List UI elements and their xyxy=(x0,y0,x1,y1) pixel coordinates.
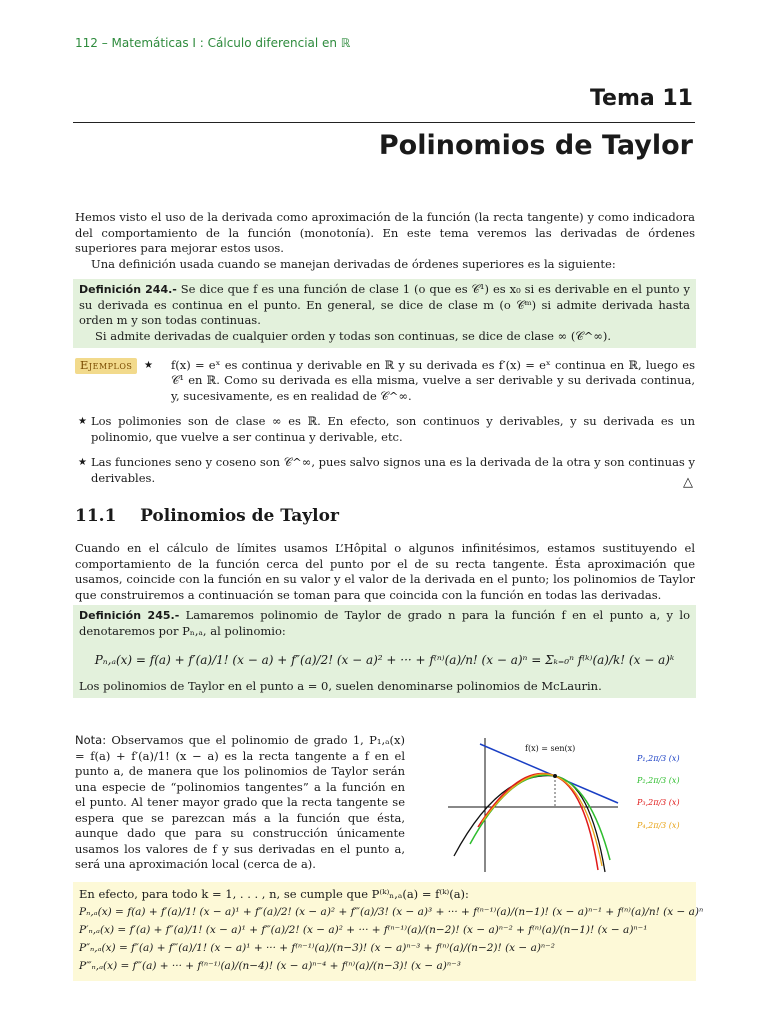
note-paragraph xyxy=(75,733,405,873)
intro-paragraph-2: Una definición usada cuando se manejan derivadas de órdenes superiores es la siguiente: xyxy=(91,256,616,271)
equation-line: Pₙ,ₐ(x) = f(a) + f′(a)/1! (x − a)¹ + f″(a)/2! (x − a)² + f‴(a)/3! (x − a)³ + ··· + f⁽ⁿ⁻¹⁾(a)/(n−1)! (x − a)ⁿ⁻¹ + f⁽ⁿ⁾(a)/n! (x − a)ⁿ xyxy=(79,906,704,918)
derivatives-box xyxy=(73,882,704,981)
example-item xyxy=(141,358,695,405)
star-icon: ★ xyxy=(144,359,153,371)
intro-paragraph: Hemos visto el uso de la derivada como aproximación de la función (la recta tangente) y como indicadora del comportamiento de la función (monotonía). En este tema veremos las derivadas de órdenes superiores para mejorar estos usos. xyxy=(75,210,695,255)
star-icon: ★ xyxy=(78,416,87,427)
running-header: 112 – Matemáticas I : Cálculo diferencial en ℝ xyxy=(75,36,351,50)
sine-curve xyxy=(454,776,605,872)
definition-text: Lamaremos polinomio de Taylor de grado n para la función f en el punto a, y lo denotaremos por Pₙ,ₐ, al polinomio: xyxy=(79,608,690,638)
equation-line: P‴ₙ,ₐ(x) = f‴(a) + ··· + f⁽ⁿ⁻¹⁾(a)/(n−4)! (x − a)ⁿ⁻⁴ + f⁽ⁿ⁾(a)/(n−3)! (x − a)ⁿ⁻³ xyxy=(79,960,461,972)
intro-section xyxy=(75,210,695,272)
legend-p4: P₄,2π/3 (x) xyxy=(637,821,680,830)
example-text: f(x) = eˣ es continua y derivable en ℝ y su derivada es f′(x) = eˣ continua en ℝ, luego es 𝒞¹ en ℝ. Como su derivada es ella misma, vuelve a ser derivable y su derivada continua, y, sucesivamente, es en realidad de 𝒞^∞. xyxy=(171,357,695,403)
example-text: Las funciones seno y coseno son 𝒞^∞, pues salvo signos una es la derivada de la otra y son continuas y derivables. xyxy=(91,455,695,485)
section-number: 11.1 xyxy=(75,506,117,526)
taylor-3-curve xyxy=(478,774,598,870)
legend-p2: P₂,2π/3 (x) xyxy=(637,776,680,785)
taylor-graph xyxy=(440,732,720,877)
section-heading xyxy=(75,506,339,526)
definition-label: Definición 244.- xyxy=(79,283,177,296)
section-title: Polinomios de Taylor xyxy=(140,506,339,526)
chapter-title: Polinomios de Taylor xyxy=(378,130,693,161)
definition-text-2: Si admite derivadas de cualquier orden y todas son continuas, se dice de clase ∞ (𝒞^∞). xyxy=(95,328,612,343)
example-text: Los polimonies son de clase ∞ es ℝ. En efecto, son continuos y derivables, y su derivada es un polinomio, que vuelve a ser continua y derivable, etc. xyxy=(91,414,695,444)
legend-p1: P₁,2π/3 (x) xyxy=(637,754,680,763)
examples-badge: Ejemplos xyxy=(75,358,137,374)
examples-block xyxy=(75,358,695,496)
taylor-formula: Pₙ,ₐ(x) = f(a) + f′(a)/1! (x − a) + f″(a)/2! (x − a)² + ··· + f⁽ⁿ⁾(a)/n! (x − a)ⁿ = Σₖ₌₀ⁿ f⁽ᵏ⁾(a)/k! (x − a)ᵏ xyxy=(94,653,675,667)
function-label: f(x) = sen(x) xyxy=(525,744,576,753)
section-paragraph: Cuando en el cálculo de límites usamos L’Hôpital o algunos infinitésimos, estamos sustituyendo el comportamiento de la función cerca del punto por el de su recta tangente. Ésta aproximación que usamos, coincide con la función en su valor y el valor de la derivada en el punto; los polinomios de Taylor que construiremos a continuación se toman para que coincida con la función en todas las derivadas. xyxy=(75,541,695,602)
example-item xyxy=(75,455,695,486)
chapter-label: Tema 11 xyxy=(589,86,693,111)
tangent-point xyxy=(553,774,557,778)
equation-line: P″ₙ,ₐ(x) = f″(a) + f‴(a)/1! (x − a)¹ + ··· + f⁽ⁿ⁻¹⁾(a)/(n−3)! (x − a)ⁿ⁻³ + f⁽ⁿ⁾(a)/(n−2)! (x − a)ⁿ⁻² xyxy=(79,942,555,954)
legend-p3: P₃,2π/3 (x) xyxy=(637,798,680,807)
derivatives-intro: En efecto, para todo k = 1, . . . , n, se cumple que P⁽ᵏ⁾ₙ,ₐ(a) = f⁽ᵏ⁾(a): xyxy=(79,887,469,901)
definition-245 xyxy=(73,605,696,698)
definition-text: Se dice que f es una función de clase 1 (o que es 𝒞¹) es x₀ si es derivable en el punto y su derivada es continua en el punto. En general, se dice de clase m (o 𝒞ᵐ) si admite derivada hasta orden m y son todas continuas. xyxy=(79,282,691,327)
title-rule xyxy=(73,122,695,123)
definition-244 xyxy=(73,279,696,348)
section-body xyxy=(75,541,695,603)
definition-label: Definición 245.- xyxy=(79,609,180,622)
note-label: Nota: xyxy=(75,733,107,747)
note-block xyxy=(75,733,405,873)
end-of-example-icon: △ xyxy=(683,475,693,490)
mclaurin-note: Los polinomios de Taylor en el punto a = 0, suelen denominarse polinomios de McLaurin. xyxy=(79,678,602,693)
note-text: Observamos que el polinomio de grado 1, P₁,ₐ(x) = f(a) + f′(a)/1! (x − a) es la recta tangente a f en el punto a, de manera que los polinomios de Taylor serán una especie de “polinomios tangentes” a la función en el punto. Al tener mayor grado que la recta tangente se espera que se parezcan más a la función que ésta, aunque dado que para su construcción únicamente usamos los valores de f y sus derivadas en el punto a, será una aproximación local (cerca de a). xyxy=(75,733,406,871)
example-item xyxy=(75,414,695,445)
equation-line: P′ₙ,ₐ(x) = f′(a) + f″(a)/1! (x − a)¹ + f‴(a)/2! (x − a)² + ··· + f⁽ⁿ⁻¹⁾(a)/(n−2)! (x − a)ⁿ⁻² + f⁽ⁿ⁾(a)/(n−1)! (x − a)ⁿ⁻¹ xyxy=(79,924,648,936)
star-icon: ★ xyxy=(78,457,87,468)
